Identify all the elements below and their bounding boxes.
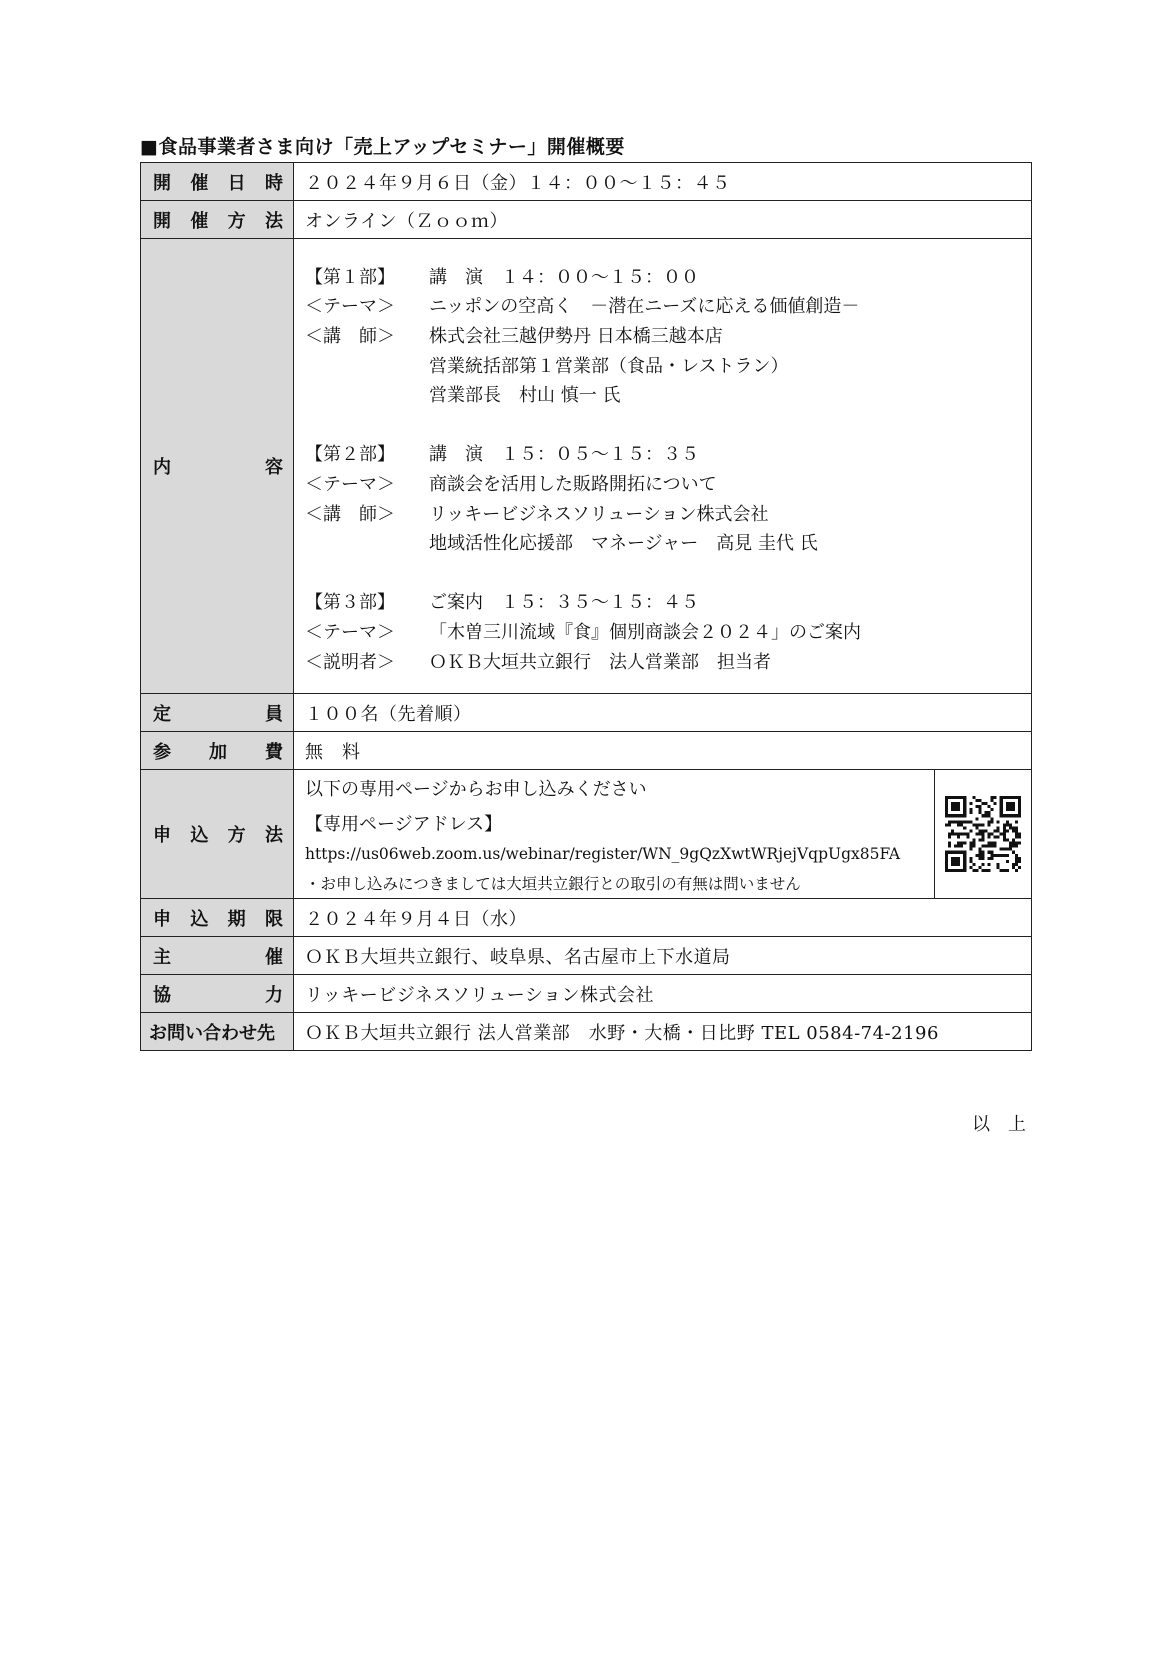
value-organizer: ＯＫＢ大垣共立銀行、岐阜県、名古屋市上下水道局 <box>294 937 1032 975</box>
label-apply: 申 込 方 法 <box>141 770 294 899</box>
label-datetime: 開 催 日 時 <box>141 163 294 201</box>
value-content <box>294 239 1032 694</box>
row-method <box>141 201 1032 239</box>
part2-theme: ＜テーマ＞ 商談会を活用した販路開拓について <box>305 473 717 495</box>
value-contact: ＯＫＢ大垣共立銀行 法人営業部 水野・大橋・日比野 TEL 0584-74-2196 <box>294 1013 1032 1051</box>
closing-text: 以上 <box>972 1114 1044 1135</box>
apply-note: ・お申し込みにつきましては大垣共立銀行との取引の有無は問いません <box>305 874 801 893</box>
row-apply <box>141 770 1032 899</box>
row-organizer <box>141 937 1032 975</box>
apply-address-heading: 【専用ページアドレス】 <box>305 813 503 835</box>
part1-theme: ＜テーマ＞ ニッポンの空高く －潜在ニーズに応える価値創造－ <box>305 296 860 318</box>
seminar-overview-table <box>140 162 1032 1051</box>
row-fee <box>141 732 1032 770</box>
label-fee: 参 加 費 <box>141 732 294 770</box>
value-cooperation: リッキービジネスソリューション株式会社 <box>294 975 1032 1013</box>
value-method: オンライン（Ｚｏｏｍ） <box>294 201 1032 239</box>
value-capacity: １００名（先着順） <box>294 694 1032 732</box>
row-contact <box>141 1013 1032 1051</box>
label-contact: お問い合わせ先 <box>141 1013 294 1051</box>
value-deadline: ２０２４年９月４日（水） <box>294 899 1032 937</box>
part1-heading: 【第１部】 講 演 １４：００～１５：００ <box>305 266 699 288</box>
part3-speaker: ＜説明者＞ ＯＫＢ大垣共立銀行 法人営業部 担当者 <box>305 651 771 673</box>
value-datetime: ２０２４年９月６日（金）１４：００～１５：４５ <box>294 163 1032 201</box>
part3-heading: 【第３部】 ご案内 １５：３５～１５：４５ <box>305 592 699 614</box>
apply-instruction: 以下の専用ページからお申し込みください <box>305 778 647 800</box>
part3-theme: ＜テーマ＞ 「木曽三川流域『食』個別商談会２０２４」のご案内 <box>305 621 861 643</box>
label-deadline: 申 込 期 限 <box>141 899 294 937</box>
row-datetime <box>141 163 1032 201</box>
row-capacity <box>141 694 1032 732</box>
label-capacity: 定 員 <box>141 694 294 732</box>
part1-speaker: ＜講 師＞ 株式会社三越伊勢丹 日本橋三越本店 <box>305 325 723 347</box>
row-content <box>141 239 1032 694</box>
label-cooperation: 協 力 <box>141 975 294 1013</box>
registration-url-link[interactable]: https://us06web.zoom.us/webinar/register/WN_9gQzXwtWRjejVqpUgx85FA <box>305 844 901 863</box>
part2-heading: 【第２部】 講 演 １５：０５～１５：３５ <box>305 444 699 466</box>
label-content: 内 容 <box>141 239 294 694</box>
label-method: 開 催 方 法 <box>141 201 294 239</box>
row-cooperation <box>141 975 1032 1013</box>
part1-speaker-name: 営業部長 村山 慎一 氏 <box>429 385 621 407</box>
value-fee: 無 料 <box>294 732 1032 770</box>
row-deadline <box>141 899 1032 937</box>
page-title: ■食品事業者さま向け「売上アップセミナー」開催概要 <box>140 136 625 158</box>
value-apply <box>294 770 1032 899</box>
part2-speaker-name: 地域活性化応援部 マネージャー 高見 圭代 氏 <box>429 533 818 555</box>
qr-code-icon[interactable] <box>945 796 1021 872</box>
qr-code-cell <box>934 770 1031 898</box>
part1-speaker-dept: 営業統括部第１営業部（食品・レストラン） <box>429 355 789 377</box>
part2-speaker: ＜講 師＞ リッキービジネスソリューション株式会社 <box>305 503 769 525</box>
label-organizer: 主 催 <box>141 937 294 975</box>
